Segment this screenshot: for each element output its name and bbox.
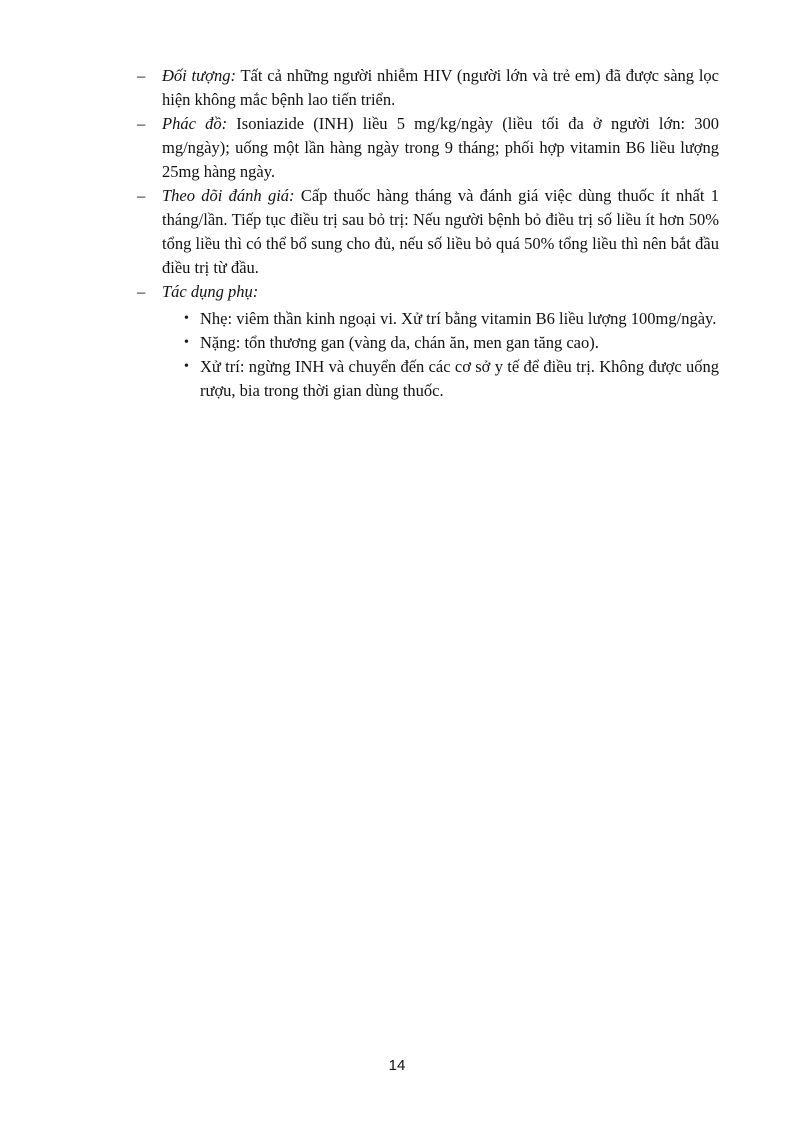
item-term: Phác đồ: (162, 114, 228, 133)
side-effect-management (137, 355, 719, 403)
bullet-marker: • (184, 359, 189, 374)
bullet-text: Xử trí: ngừng INH và chuyển đến các cơ sở y tế để điều trị. Không được uống rượu, bia trong thời gian dùng thuốc. (200, 357, 719, 400)
item-term: Đối tượng: (162, 66, 236, 85)
bullet-text: Nặng: tổn thương gan (vàng da, chán ăn, men gan tăng cao). (200, 333, 599, 352)
item-term: Tác dụng phụ: (162, 282, 259, 301)
list-item-side-effects (137, 280, 719, 304)
item-text: Cấp thuốc hàng tháng và đánh giá việc dùng thuốc ít nhất 1 tháng/lần. Tiếp tục điều trị sau bỏ trị: Nếu người bệnh bỏ điều trị số liều ít hơn 50% tổng liều thì có thể bổ sung cho đủ, nếu số liều bỏ quá 50% tổng liều thì nên bắt đầu điều trị từ đầu. (162, 186, 719, 277)
list-item-monitoring (137, 184, 719, 280)
document-body (137, 64, 719, 403)
dash-marker: – (137, 66, 146, 85)
dash-marker: – (137, 186, 146, 205)
list-item-regimen (137, 112, 719, 184)
item-text: Isoniazide (INH) liều 5 mg/kg/ngày (liều tối đa ở người lớn: 300 mg/ngày); uống một lần hàng ngày trong 9 tháng; phối hợp vitamin B6 liều lượng 25mg hàng ngày. (162, 114, 719, 181)
list-item-target-group (137, 64, 719, 112)
item-text: Tất cả những người nhiễm HIV (người lớn và trẻ em) đã được sàng lọc hiện không mắc bệnh lao tiến triển. (162, 66, 720, 109)
item-term: Theo dõi đánh giá: (162, 186, 295, 205)
dash-marker: – (137, 114, 146, 133)
dash-marker: – (137, 282, 146, 301)
bullet-marker: • (184, 335, 189, 350)
side-effects-list (137, 307, 719, 403)
side-effect-mild (137, 307, 719, 331)
page-number: 14 (388, 1057, 406, 1074)
bullet-marker: • (184, 311, 189, 326)
side-effect-severe (137, 331, 719, 355)
bullet-text: Nhẹ: viêm thần kinh ngoại vi. Xử trí bằng vitamin B6 liều lượng 100mg/ngày. (200, 309, 717, 328)
